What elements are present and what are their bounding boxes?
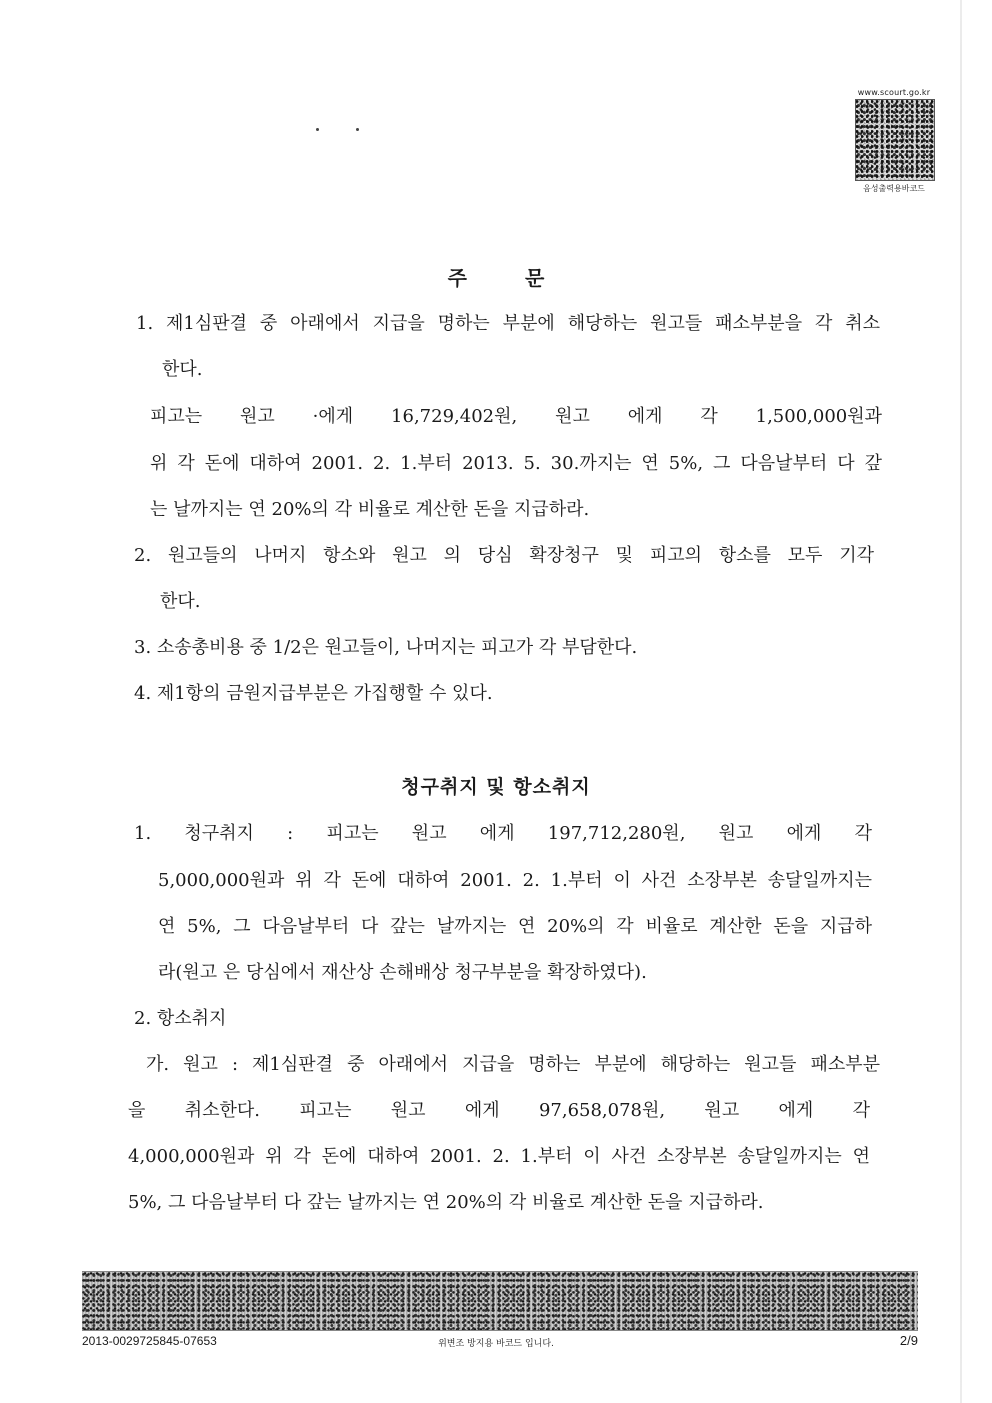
claims-line-1: 1. 청구취지 : 피고는 원고 에게 197,712,280원, 원고 에게 각 xyxy=(134,823,872,844)
document-id: 2013-0029725845-07653 xyxy=(82,1334,217,1348)
claims-line-3: 연 5%, 그 다음날부터 다 갚는 날까지는 연 20%의 각 비율로 계산한 돈을 지급하 xyxy=(158,916,872,937)
qr-block xyxy=(850,88,938,194)
anti-forgery-barcode xyxy=(82,1271,918,1331)
qr-code-image xyxy=(855,99,935,181)
claims-line-6: 가. 원고 : 제1심판결 중 아래에서 지급을 명하는 부분에 해당하는 원고들 패소부분 xyxy=(146,1054,880,1075)
order-line-5: 는 날까지는 연 20%의 각 비율로 계산한 돈을 지급하라. xyxy=(150,499,590,520)
claims-line-2: 5,000,000원과 위 각 돈에 대하여 2001. 2. 1.부터 이 사건 소장부본 송달일까지는 xyxy=(158,870,872,891)
order-line-7: 한다. xyxy=(160,591,201,612)
scan-specks xyxy=(316,128,376,134)
scan-edge xyxy=(960,0,962,1403)
page-number: 2/9 xyxy=(899,1333,918,1348)
order-line-1: 1. 제1심판결 중 아래에서 지급을 명하는 부분에 해당하는 원고들 패소부분을 각 취소 xyxy=(136,313,880,334)
section-heading-claims: 청구취지 및 항소취지 xyxy=(401,776,591,798)
qr-caption: 음성출력용바코드 xyxy=(863,184,925,193)
claims-line-4: 라(원고 은 당심에서 재산상 손해배상 청구부분을 확장하였다). xyxy=(158,962,647,983)
claims-line-8: 4,000,000원과 위 각 돈에 대하여 2001. 2. 1.부터 이 사건 소장부본 송달일까지는 연 xyxy=(128,1146,870,1167)
claims-line-5: 2. 항소취지 xyxy=(134,1008,227,1029)
order-line-2: 한다. xyxy=(162,359,203,380)
section-heading-order: 주문 xyxy=(447,266,603,290)
order-line-9: 4. 제1항의 금원지급부분은 가집행할 수 있다. xyxy=(134,683,493,704)
barcode-notice: 위변조 방지용 바코드 입니다. xyxy=(438,1339,554,1349)
claims-line-7: 을 취소한다. 피고는 원고 에게 97,658,078원, 원고 에게 각 xyxy=(128,1100,870,1121)
order-line-8: 3. 소송총비용 중 1/2은 원고들이, 나머지는 피고가 각 부담한다. xyxy=(134,637,638,658)
qr-url: www.scourt.go.kr xyxy=(857,88,931,97)
order-line-4: 위 각 돈에 대하여 2001. 2. 1.부터 2013. 5. 30.까지는 연 5%, 그 다음날부터 다 갚 xyxy=(150,453,882,474)
order-line-3: 피고는 원고 ·에게 16,729,402원, 원고 에게 각 1,500,000원과 xyxy=(150,406,882,427)
claims-line-9: 5%, 그 다음날부터 다 갚는 날까지는 연 20%의 각 비율로 계산한 돈을 지급하라. xyxy=(128,1192,764,1213)
order-line-6: 2. 원고들의 나머지 항소와 원고 의 당심 확장청구 및 피고의 항소를 모두 기각 xyxy=(134,545,874,566)
